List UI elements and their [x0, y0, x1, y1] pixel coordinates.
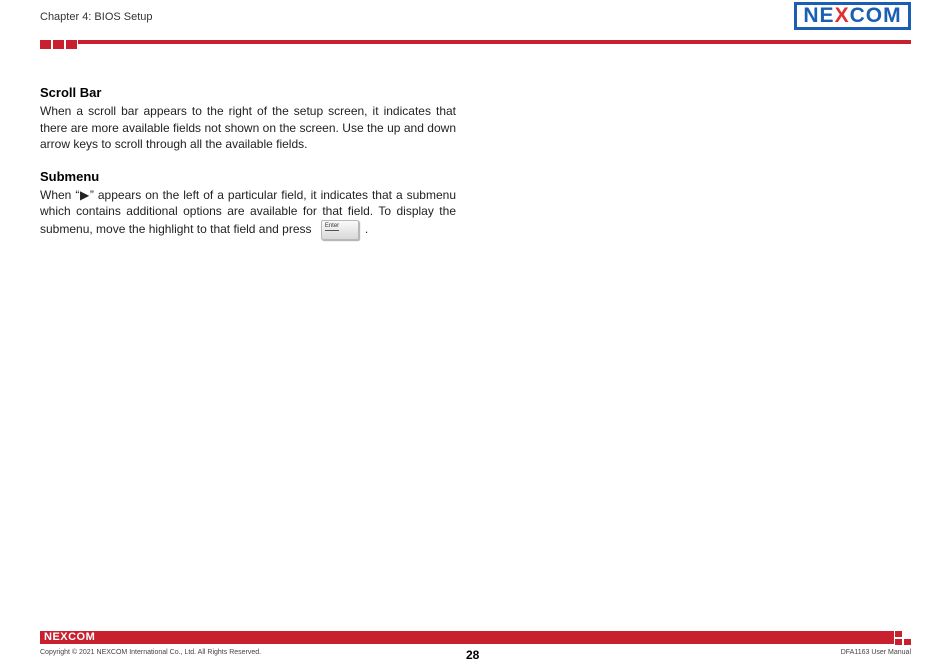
header-square [40, 40, 51, 49]
header-squares [40, 40, 77, 49]
section-body-scroll-bar: When a scroll bar appears to the right of the setup screen, it indicates that there are more available fields not shown on the screen. Use the up and down arrow keys to scroll through all the available fields. [40, 104, 456, 151]
chapter-title: Chapter 4: BIOS Setup [40, 11, 153, 23]
header-divider [78, 40, 911, 44]
manual-title: DFA1163 User Manual [840, 649, 911, 656]
header-square [53, 40, 64, 49]
header-square [66, 40, 77, 49]
logo-text-x: X [834, 4, 850, 27]
copyright-text: Copyright © 2021 NEXCOM International Co., Ltd. All Rights Reserved. [40, 649, 262, 656]
footer-square [895, 631, 902, 637]
section-body-submenu [40, 187, 456, 240]
submenu-text-end: . [364, 221, 369, 236]
submenu-text: When “▶” appears on the left of a particular field, it indicates that a submenu which contains additional options are available for that field. To display the submenu, move the highlight to that field and press [40, 187, 456, 236]
footer-bar [40, 631, 894, 644]
enter-key-label: Enter [324, 222, 340, 229]
logo-text-right: COM [849, 4, 902, 27]
page-content [40, 85, 456, 256]
footer-square [895, 639, 902, 645]
page-number: 28 [466, 648, 480, 662]
footer-logo: NEXCOM [44, 631, 96, 643]
nexcom-logo [794, 2, 911, 30]
footer-square [904, 639, 911, 645]
section-title-scroll-bar: Scroll Bar [40, 85, 102, 100]
enter-key-image [321, 220, 359, 240]
section-title-submenu: Submenu [40, 168, 100, 184]
logo-text-left: NE [803, 4, 835, 27]
